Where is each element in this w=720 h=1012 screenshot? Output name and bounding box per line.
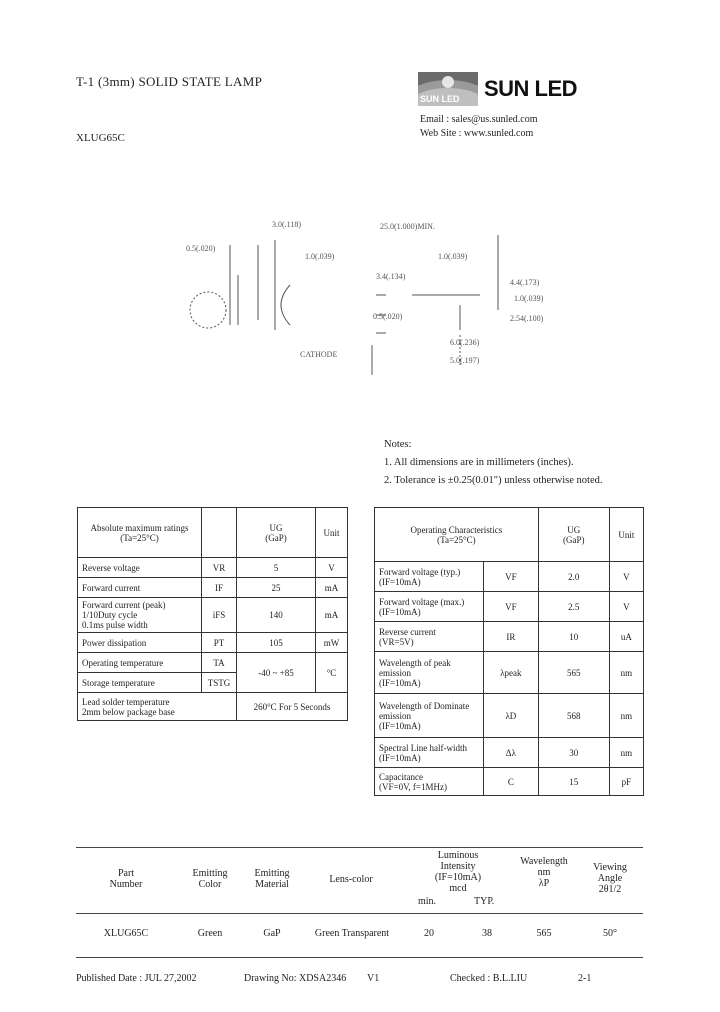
table-cell: Wavelength of Dominate emission (IF=10mA) — [375, 694, 484, 738]
table-cell: 2.5 — [538, 592, 609, 622]
table-cell: 2.0 — [538, 562, 609, 592]
table-cell: IF — [202, 578, 237, 598]
note-item: 2. Tolerance is ±0.25(0.01") unless otherwise noted. — [384, 475, 603, 486]
page-number: 2-1 — [578, 973, 592, 984]
table-cell: mA — [316, 598, 348, 633]
abs-header-unit: Unit — [316, 508, 348, 558]
table-cell: V — [609, 592, 643, 622]
header-lum-min: min. — [418, 896, 437, 907]
sunled-logo — [418, 72, 478, 106]
table-cell: -40 ~ +85 — [237, 653, 316, 693]
notes-heading: Notes: — [384, 439, 412, 450]
op-header-unit: Unit — [609, 508, 643, 562]
dimension-drawing — [180, 215, 550, 385]
table-cell: iFS — [202, 598, 237, 633]
cell-wavelength: 565 — [536, 928, 552, 939]
table-cell: Storage temperature — [78, 673, 202, 693]
table-cell: C — [484, 768, 539, 796]
table-cell: nm — [609, 738, 643, 768]
op-header-param: Operating Characteristics (Ta=25°C) — [375, 508, 539, 562]
abs-header-param: Absolute maximum ratings (Ta=25°C) — [78, 508, 202, 558]
table-cell: Forward current — [78, 578, 202, 598]
dim-label: CATHODE — [300, 350, 338, 359]
cell-material: GaP — [263, 928, 281, 939]
table-cell: 5 — [237, 558, 316, 578]
logo-caption: SUN LED — [420, 94, 460, 104]
table-cell: VF — [484, 592, 539, 622]
dim-label: 3.4(.134) — [376, 272, 406, 281]
table-cell: mA — [316, 578, 348, 598]
dim-label: 6.0(.236) — [450, 338, 480, 347]
website-text: Web Site : www.sunled.com — [420, 128, 534, 139]
table-cell: mW — [316, 633, 348, 653]
table-cell: TSTG — [202, 673, 237, 693]
header-viewing-angle: Viewing Angle 2θ1/2 — [593, 862, 627, 895]
version: V1 — [367, 973, 380, 984]
cell-min: 20 — [424, 928, 434, 939]
dim-label: 0.5(.020) — [186, 244, 216, 253]
table-cell: IR — [484, 622, 539, 652]
table-cell: 30 — [538, 738, 609, 768]
table-cell: 10 — [538, 622, 609, 652]
table-cell: Wavelength of peak emission (IF=10mA) — [375, 652, 484, 694]
table-cell: 15 — [538, 768, 609, 796]
dim-label: 25.0(1.000)MIN. — [380, 222, 435, 231]
table-cell: °C — [316, 653, 348, 693]
dim-label: 4.4(.173) — [510, 278, 540, 287]
table-cell: Spectral Line half-width (IF=10mA) — [375, 738, 484, 768]
table-cell: λpeak — [484, 652, 539, 694]
part-table-row — [76, 928, 643, 942]
part-table-header — [76, 850, 643, 912]
table-cell: V — [316, 558, 348, 578]
table-cell: nm — [609, 652, 643, 694]
table-cell: TA — [202, 653, 237, 673]
table-cell: V — [609, 562, 643, 592]
header-luminous-intensity: Luminous Intensity (IF=10mA) mcd — [434, 850, 482, 894]
header-wavelength: Wavelength nm λP — [520, 856, 568, 889]
header-lum-typ: TYP. — [474, 896, 495, 907]
email-text: Email : sales@us.sunled.com — [420, 114, 538, 125]
op-header-col: UG (GaP) — [538, 508, 609, 562]
part-table-top-rule — [76, 847, 643, 848]
table-cell: Forward voltage (typ.) (IF=10mA) — [375, 562, 484, 592]
absolute-ratings-table — [77, 507, 348, 721]
checked-by: Checked : B.L.LIU — [450, 973, 528, 984]
dim-label: 2.54(.100) — [510, 314, 544, 323]
published-date: Published Date : JUL 27,2002 — [76, 973, 197, 984]
table-cell: 260°C For 5 Seconds — [237, 693, 348, 721]
header-emitting-color: Emitting Color — [192, 868, 228, 890]
dim-label: 1.0(.039) — [438, 252, 468, 261]
cell-color: Green — [197, 928, 223, 939]
table-cell: PT — [202, 633, 237, 653]
table-cell: 565 — [538, 652, 609, 694]
table-cell: Forward current (peak) 1/10Duty cycle 0.1ms pulse width — [78, 598, 202, 633]
table-cell: VR — [202, 558, 237, 578]
table-cell: nm — [609, 694, 643, 738]
operating-characteristics-table — [374, 507, 644, 796]
part-number-label: XLUG65C — [76, 132, 125, 144]
document-title: T-1 (3mm) SOLID STATE LAMP — [76, 74, 263, 89]
table-cell: Capacitance (VF=0V, f=1MHz) — [375, 768, 484, 796]
drawing-number: Drawing No: XDSA2346 — [244, 973, 347, 984]
footer-rule — [76, 957, 643, 958]
table-cell: Reverse voltage — [78, 558, 202, 578]
header-emitting-material: Emitting Material — [254, 868, 290, 890]
table-cell: pF — [609, 768, 643, 796]
table-cell: Power dissipation — [78, 633, 202, 653]
table-cell: 105 — [237, 633, 316, 653]
brand-name: SUN LED — [484, 76, 578, 101]
abs-header-col: UG (GaP) — [237, 508, 316, 558]
cell-angle: 50° — [603, 928, 617, 939]
table-cell: Δλ — [484, 738, 539, 768]
header-part-number: Part Number — [109, 868, 143, 890]
dim-label: 5.0(.197) — [450, 356, 480, 365]
table-cell: Forward voltage (max.) (IF=10mA) — [375, 592, 484, 622]
cell-lens: Green Transparent — [314, 928, 390, 939]
part-table-mid-rule — [76, 913, 643, 914]
header-lens-color: Lens-color — [329, 874, 373, 885]
table-cell: λD — [484, 694, 539, 738]
table-cell: 140 — [237, 598, 316, 633]
dim-label: 1.0(.039) — [305, 252, 335, 261]
dim-label: 3.0(.118) — [272, 220, 302, 229]
dim-label: 0.5(.020) — [373, 312, 403, 321]
table-cell: Lead solder temperature 2mm below package base — [78, 693, 237, 721]
table-cell: VF — [484, 562, 539, 592]
table-cell: Operating temperature — [78, 653, 202, 673]
dim-label: 1.0(.039) — [514, 294, 544, 303]
cell-part: XLUG65C — [103, 928, 149, 939]
table-cell: Reverse current (VR=5V) — [375, 622, 484, 652]
table-cell: uA — [609, 622, 643, 652]
cell-typ: 38 — [482, 928, 492, 939]
table-cell: 25 — [237, 578, 316, 598]
table-cell: 568 — [538, 694, 609, 738]
note-item: 1. All dimensions are in millimeters (inches). — [384, 457, 574, 468]
